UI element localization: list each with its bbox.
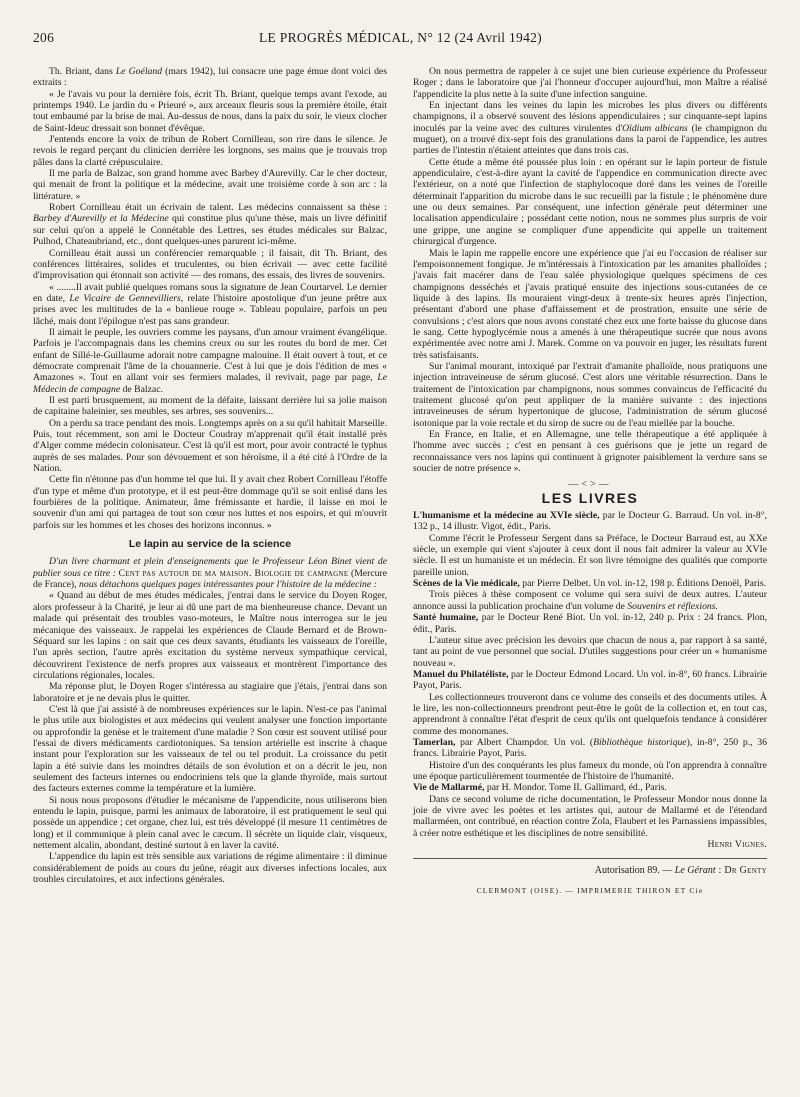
- book-review: Trois pièces à thèse composent ce volume qui sera suivi de deux autres. L'auteur annonce aussi la publication prochaine d'un volume de Souvenirs et réflexions.: [413, 589, 767, 612]
- paragraph: « Quand au début de mes études médicales, j'entrai dans le service du Doyen Roger, alors professeur à la Charité, je leur ai dû une part de ma bienheureuse chance. Devant un malade qui présentait des troubles vaso-moteurs, le Maître nous interrogea sur le jeu mécanique des vaisseaux. Je rappelai les expériences de Claude Bernard et de Brown-Séquard sur les lapins : on sait que ces deux savants, étudiants les vaisseaux de l'oreille, l'un après section, l'autre après excitation du système nerveux sympathique cervical, découvrirent l'existence de nerfs propres aux vaisseaux et montrèrent l'importance des circulations régionales, locales.: [33, 590, 387, 681]
- book-entry: Manuel du Philatéliste, par le Docteur Edmond Locard. Un vol. in-8°, 60 francs. Librairie Payot, Paris.: [413, 668, 767, 692]
- paragraph: L'appendice du lapin est très sensible aux variations de régime alimentaire : il diminue considérablement de poids au cours du jeûne, réagit aux diverses infections locales, aux troubles circulatoires, et aux infections générales.: [33, 851, 387, 886]
- paragraph: Cette étude a même été poussée plus loin : en opérant sur le lapin porteur de fistule appendiculaire, c'est-à-dire ayant la cavité de l'appendice en communication directe avec l'extérieur, on a noté que l'infection de staphylocoque doré dans les veines de l'oreille déterminait l'apparition du microbe dans le suc recueilli par la fistule ; le phénomène dure une ou deux semaines. Par conséquent, une infection générale peut déterminer une localisation appendiculaire ; possédant cette notion, nous ne sommes plus surpris de voir une grippe, une angine se compliquer d'une appendicite qui appelle un traitement chirurgical d'urgence.: [413, 156, 767, 248]
- paragraph: Cette fin n'étonne pas d'un homme tel que lui. Il y avait chez Robert Cornilleau l'étoffe d'un type et même d'un prototype, et il est peut-être dommage qu'il se soit enlisé dans les fourbières de la politique. Animateur, âme frémissante et hardie, il laisse en moi le souvenir d'un ami qui partagea de tout son cœur nos luttes et nos espoirs, et qui m'ouvrit parfois sur les hommes et les choses des horizons inconnus. »: [33, 474, 387, 531]
- page-header: [33, 30, 768, 52]
- paragraph: Il est parti brusquement, au moment de la défaite, laissant derrière lui sa jolie maison de capitaine baleinier, ses meubles, ses arbres, ses souvenirs...: [33, 394, 387, 418]
- book-review: L'auteur situe avec précision les devoirs que chacun de nous a, par rapport à sa santé, tant au point de vue personnel que social. D'utiles suggestions pour créer un « humanisme nouveau ».: [413, 634, 767, 669]
- paragraph: Il me parla de Balzac, son grand homme avec Barbey d'Aurevilly. Car le cher docteur, qui menait de front la politique et la médecine, avait une troisième corde à son arc : la littérature. »: [33, 168, 387, 202]
- paragraph: Sur l'animal mourant, intoxiqué par l'extrait d'amanite phalloïde, nous pratiquons une injection intraveineuse de sérum glucosé. C'est alors une véritable résurrection. Dans le traitement de l'intoxication par champignons, nous sommes convaincus de l'efficacité du traitement glucosé qu'on peut appliquer de la manière suivante : des injections intraveineuses de sérum hypertonique de glucose, l'administration de sérum glucosé isotonique par la voie rectale et du sirop de sucre ou de l'eau miellée par la bouche.: [413, 360, 767, 429]
- paragraph: J'entends encore la voix de tribun de Robert Cornilleau, son rire dans le silence. Je revois le regard perçant du clinicien derrière les lorgnons, ses mains que je trouvais trop pâles dans la clarté crépusculaire.: [33, 134, 387, 168]
- paragraph: En injectant dans les veines du lapin les microbes les plus divers ou différents champignons, il a observé souvent des lésions appendiculaires ; sur cinquante-sept lapins inoculés par la veine avec des cultures virulentes d'Oïdium albicans (le champignon du muguet), on a trouvé dix-sept fois des granulations dans la paroi de l'appendice, les autres parties de l'intestin n'étaient atteintes que dans trois cas.: [413, 100, 767, 157]
- paragraph: Th. Briant, dans Le Goéland (mars 1942), lui consacre une page émue dont voici des extraits :: [33, 66, 388, 89]
- page-number: 206: [33, 30, 55, 45]
- book-review: Histoire d'un des conquérants les plus fameux du monde, où l'on apprendra à connaître une époque particulièrement tourmentée de l'histoire de l'humanité.: [413, 759, 767, 782]
- reviewer-signature: Henri Vignes.: [707, 839, 767, 851]
- paragraph: « Je l'avais vu pour la dernière fois, écrit Th. Briant, quelque temps avant l'exode, au printemps 1940. Le jardin du « Prieuré », aux arceaux fleuris sous la première étoile, était tout embaumé par la brise de mai. Au-dessus de nous, dans la paix du soir, le vieux clocher de Saint-Ideuc dressait son bonnet d'évêque.: [33, 88, 387, 134]
- paragraph: On a perdu sa trace pendant des mois. Longtemps après on a su qu'il habitait Marseille. Puis, tout récemment, son ami le Docteur Coudray m'apprenait qu'il était installé près d'Alger comme médecin colonisateur. C'est là qu'il est mort, pour avoir contracté le typhus auprès de ses malades. Pour son dévouement et son héroïsme, il a été cité à l'Ordre de la Nation.: [33, 417, 387, 475]
- paragraph: Robert Cornilleau était un écrivain de talent. Les médecins connaissent sa thèse : Barbey d'Aurevilly et la Médecine qui constitue plus qu'une thèse, mais un livre définitif sur celui qu'on a appelé le Connétable des Lettres, ses études médicales sur Balzac, Pulhod, Chateaubriand, etc., dont quelques-unes parurent ici-même.: [33, 202, 387, 248]
- ornament-divider: —<>—: [568, 479, 612, 491]
- paragraph: Si nous nous proposons d'étudier le mécanisme de l'appendicite, nous utiliserons bien entendu le lapin, puisque, parmi les animaux de laboratoire, il est pratiquement le seul qui possède un appendice ; cet organe, chez lui, est très développé (il mesure 11 centimètres de long) et il communique à plein canal avec le cæcum. Il sécrète un liquide clair, visqueux, nettement alcalin, abondant, destiné surtout à en laver la cavité.: [33, 794, 387, 852]
- publication-footer: Autorisation 89. — Le Gérant : Dr Genty: [594, 865, 767, 877]
- paragraph: Cornilleau était aussi un conférencier remarquable ; il faisait, dit Th. Briant, des conférences littéraires, solides et truculentes, ou bien écrivait — avec cette facilité d'improvisation qui étonnait son activité — des romans, des essais, des livres de souvenirs.: [33, 247, 387, 282]
- right-column: [413, 66, 767, 896]
- printer-imprint: CLERMONT (OISE). — IMPRIMERIE THIRON ET Cie: [476, 885, 704, 895]
- books-heading: LES LIVRES: [541, 489, 639, 506]
- paragraph: Mais le lapin me rappelle encore une expérience que j'ai eu l'occasion de réaliser sur l'empoisonnement fongique. Je m'intéressais à l'intoxication par les amanites phalloïdes ; j'avais fait macérer dans de l'eau salée physiologique quelques spécimens de ces champignons desséchés et j'avais pratiqué ensuite des injections sous-cutanées de ce liquide à des lapins. Ils mouraient vingt-deux à trente-six heures après l'injection, présentant d'abord une phase d'affaissement et de prostration, ensuite une série de convulsions ; c'est alors que nous avons constaté chez eux une forte baisse du glucose dans le sang. Cette hypoglycémie nous a amenés à une thérapeutique sucrée que nous avons expérimentée avec notre ami J. Marek. Comme on va pouvoir en juger, les résultats furent très satisfaisants.: [413, 247, 767, 361]
- book-entry: Vie de Mallarmé, par H. Mondor. Tome II. Gallimard, éd., Paris.: [413, 782, 667, 794]
- book-entry: L'humanisme et la médecine au XVIe siècle, par le Docteur G. Barraud. Un vol. in-8°, 132 p., 14 illustr. Vigot, édit., Paris.: [413, 510, 767, 533]
- paragraph: Il aimait le peuple, les ouvriers comme les paysans, d'un amour vraiment évangélique. Parfois je l'accompagnais dans les chemins creux ou sur les routes du bord de mer. Cet enfant de Sillé-le-Guillaume adorait notre campagne malouine. Il était ouvert à tout, et ce démocrate comprenait l'âme de la chouannerie. C'est à lui que je dois l'édition de mes « Amazones ». Tout en allant voir ses fermiers malades, il revivait, page par page, Le Médecin de campagne de Balzac.: [33, 326, 387, 395]
- book-entry: Scènes de la Vie médicale, par Pierre Delbet. Un vol. in-12, 198 p. Éditions Denoël, Paris.: [413, 578, 767, 590]
- paragraph: C'est là que j'ai assisté à de nombreuses expériences sur le lapin. N'est-ce pas l'animal le plus utile aux biologistes et aux médecins qui veulent analyser une fonction importante ou approfondir la genèse et le traitement d'une maladie ? Son cœur est souvent utilisé pour l'essai de divers médicaments cardiotoniques. Sa tension artérielle est inscrite à chaque instant pour l'exploration sur les vaisseaux de tel ou tel produit. La croissance du petit lapin a été suivie dans les moindres détails de son évolution et on a décrit le jeu, non seulement des facteurs internes ou endocriniens tels que la glande thyroïde, mais surtout des facteurs externes comme la température et la lumière.: [33, 703, 387, 795]
- paragraph: On nous permettra de rappeler à ce sujet une bien curieuse expérience du Professeur Roger ; dans le laboratoire que j'ai l'honneur d'occuper aujourd'hui, mon Maître a réalisé l'appendicite la plus nette à la suite d'une infection sanguine.: [413, 66, 767, 100]
- divider-rule: [413, 858, 767, 859]
- book-entry: Tamerlan, par Albert Champdor. Un vol. (Bibliothèque historique), in-8°, 250 p., 36 francs. Librairie Payot, Paris.: [413, 736, 767, 760]
- section-title: Le lapin au service de la science: [128, 538, 292, 551]
- running-head: LE PROGRÈS MÉDICAL, N° 12 (24 Avril 1942): [259, 30, 542, 45]
- paragraph: En France, en Italie, et en Allemagne, une telle thérapeutique a été appliquée à l'homme avec succès ; c'est en pensant à ces guérisons que je jette un regard de reconnaissance vers nos lapins qui continuent à grignoter paisiblement la verdure sans se soucier de notre présence ».: [413, 429, 767, 475]
- book-review: Comme l'écrit le Professeur Sergent dans sa Préface, le Docteur Barraud est, au XXe siècle, un exemple qui vient s'ajouter à ceux dont il nous fait admirer la valeur au XVIe siècle. Il est un humaniste et un médecin. Et son livre témoigne des qualités que comporte pareille union.: [413, 532, 767, 578]
- article-intro: D'un livre charmant et plein d'enseignements que le Professeur Léon Binet vient de publier sous ce titre : Cent pas autour de ma maison. Biologie de campagne (Mercure de France), nous détachons quelques pages intéressantes pour l'histoire de la médecine :: [33, 556, 387, 591]
- book-review: Les collectionneurs trouveront dans ce volume des conseils et des documents utiles. À le lire, les non-collectionneurs prendront peut-être le goût de la collection et, en tout cas, apprendront à connaître l'état d'esprit de ceux qu'ils ont quelquefois tendance à considérer comme des monomanes.: [413, 691, 767, 737]
- paragraph: Ma réponse plut, le Doyen Roger s'intéressa au stagiaire que j'étais, j'entrai dans son laboratoire et je ne devais plus le quitter.: [33, 681, 387, 704]
- book-entry: Santé humaine, par le Docteur René Biot. Un vol. in-12, 240 p. Prix : 24 francs. Plon, édit., Paris.: [413, 612, 767, 635]
- left-column: [33, 66, 387, 885]
- book-review: Dans ce second volume de riche documentation, le Professeur Mondor nous donne la joie de vivre avec les poètes et les artistes qui, autour de Mallarmé et de l'étendard mallarméen, ont contribué, en réaction contre Zola, Flaubert et les Parnassiens impassibles, à créer notre esthétique et les disciplines de notre sensibilité.: [413, 793, 767, 839]
- paragraph: « ........Il avait publié quelques romans sous la signature de Jean Courtarvel. Le dernier en date, Le Vicaire de Gennevilliers, relate l'histoire apostolique d'un jeune prêtre aux prises avec les multitudes de la « banlieue rouge ». Tableau populaire, parfois un peu lâché, mais dont l'épilogue n'est pas sans grandeur.: [33, 281, 387, 327]
